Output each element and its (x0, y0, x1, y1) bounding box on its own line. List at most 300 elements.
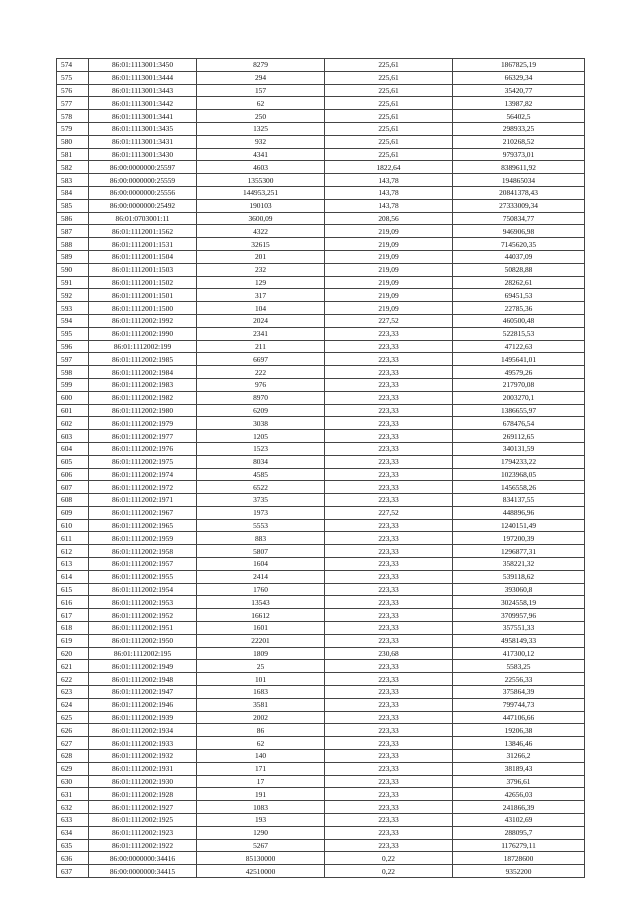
cadastral-number-cell: 86:01:1112002:1933 (89, 737, 197, 750)
value-cell: 298933,25 (453, 122, 585, 135)
value-cell: 834137,55 (453, 494, 585, 507)
rate-cell: 223,33 (325, 494, 453, 507)
row-number-cell: 575 (57, 71, 89, 84)
table-row (57, 698, 585, 711)
value-cell: 417300,12 (453, 647, 585, 660)
row-number-cell: 621 (57, 660, 89, 673)
area-cell: 1290 (197, 826, 325, 839)
cadastral-number-cell: 86:01:1112002:1958 (89, 545, 197, 558)
value-cell: 4958149,33 (453, 634, 585, 647)
value-cell: 49579,26 (453, 366, 585, 379)
value-cell: 1296877,31 (453, 545, 585, 558)
row-number-cell: 578 (57, 110, 89, 123)
table-row (57, 686, 585, 699)
area-cell: 13543 (197, 596, 325, 609)
cadastral-number-cell: 86:01:1112001:1531 (89, 238, 197, 251)
rate-cell: 223,33 (325, 750, 453, 763)
table-row (57, 263, 585, 276)
table-row (57, 122, 585, 135)
area-cell: 62 (197, 97, 325, 110)
row-number-cell: 631 (57, 788, 89, 801)
area-cell: 1760 (197, 583, 325, 596)
row-number-cell: 622 (57, 673, 89, 686)
cadastral-number-cell: 86:00:0000000:25559 (89, 174, 197, 187)
cadastral-number-cell: 86:01:1113001:3431 (89, 135, 197, 148)
area-cell: 22201 (197, 634, 325, 647)
rate-cell: 223,33 (325, 673, 453, 686)
rate-cell: 223,33 (325, 711, 453, 724)
cadastral-number-cell: 86:01:1112002:1931 (89, 762, 197, 775)
rate-cell: 223,33 (325, 391, 453, 404)
rate-cell: 223,33 (325, 455, 453, 468)
value-cell: 358221,32 (453, 558, 585, 571)
cadastral-number-cell: 86:01:1112002:1939 (89, 711, 197, 724)
rate-cell: 219,09 (325, 302, 453, 315)
value-cell: 522815,53 (453, 327, 585, 340)
area-cell: 1601 (197, 622, 325, 635)
row-number-cell: 589 (57, 250, 89, 263)
rate-cell: 223,33 (325, 545, 453, 558)
area-cell: 3038 (197, 417, 325, 430)
value-cell: 750834,77 (453, 212, 585, 225)
cadastral-number-cell: 86:00:0000000:25556 (89, 186, 197, 199)
row-number-cell: 630 (57, 775, 89, 788)
table-row (57, 110, 585, 123)
value-cell: 50828,88 (453, 263, 585, 276)
area-cell: 171 (197, 762, 325, 775)
area-cell: 232 (197, 263, 325, 276)
value-cell: 1176279,11 (453, 839, 585, 852)
row-number-cell: 616 (57, 596, 89, 609)
table-row (57, 801, 585, 814)
value-cell: 2003270,1 (453, 391, 585, 404)
cadastral-number-cell: 86:01:1112002:1950 (89, 634, 197, 647)
rate-cell: 223,33 (325, 686, 453, 699)
value-cell: 539118,62 (453, 570, 585, 583)
cadastral-number-cell: 86:01:1113001:3443 (89, 84, 197, 97)
table-row (57, 417, 585, 430)
cadastral-number-cell: 86:01:1113001:3441 (89, 110, 197, 123)
value-cell: 56402,5 (453, 110, 585, 123)
table-row (57, 302, 585, 315)
value-cell: 197200,39 (453, 532, 585, 545)
area-cell: 193 (197, 814, 325, 827)
cadastral-number-cell: 86:01:1112002:1925 (89, 814, 197, 827)
row-number-cell: 585 (57, 199, 89, 212)
row-number-cell: 591 (57, 276, 89, 289)
value-cell: 31266,2 (453, 750, 585, 763)
row-number-cell: 629 (57, 762, 89, 775)
cadastral-number-cell: 86:01:1113001:3450 (89, 59, 197, 72)
table-row (57, 519, 585, 532)
rate-cell: 0,22 (325, 865, 453, 878)
row-number-cell: 597 (57, 353, 89, 366)
cadastral-number-cell: 86:01:1112002:195 (89, 647, 197, 660)
row-number-cell: 577 (57, 97, 89, 110)
area-cell: 85130000 (197, 852, 325, 865)
table-row (57, 378, 585, 391)
area-cell: 62 (197, 737, 325, 750)
row-number-cell: 606 (57, 468, 89, 481)
table-row (57, 634, 585, 647)
row-number-cell: 580 (57, 135, 89, 148)
rate-cell: 223,33 (325, 724, 453, 737)
value-cell: 1456558,26 (453, 481, 585, 494)
row-number-cell: 582 (57, 161, 89, 174)
row-number-cell: 625 (57, 711, 89, 724)
row-number-cell: 576 (57, 84, 89, 97)
table-row (57, 583, 585, 596)
cadastral-number-cell: 86:00:0000000:25492 (89, 199, 197, 212)
table-row (57, 366, 585, 379)
area-cell: 1325 (197, 122, 325, 135)
area-cell: 2341 (197, 327, 325, 340)
cadastral-number-cell: 86:01:1112002:1992 (89, 314, 197, 327)
value-cell: 460500,48 (453, 314, 585, 327)
row-number-cell: 590 (57, 263, 89, 276)
table-row (57, 545, 585, 558)
rate-cell: 219,09 (325, 250, 453, 263)
row-number-cell: 628 (57, 750, 89, 763)
area-cell: 3735 (197, 494, 325, 507)
cadastral-number-cell: 86:01:1112002:1959 (89, 532, 197, 545)
table-row (57, 314, 585, 327)
value-cell: 448896,96 (453, 506, 585, 519)
row-number-cell: 620 (57, 647, 89, 660)
table-row (57, 711, 585, 724)
rate-cell: 223,33 (325, 430, 453, 443)
row-number-cell: 586 (57, 212, 89, 225)
value-cell: 288095,7 (453, 826, 585, 839)
value-cell: 7145620,35 (453, 238, 585, 251)
area-cell: 250 (197, 110, 325, 123)
row-number-cell: 587 (57, 225, 89, 238)
cadastral-number-cell: 86:01:1112001:1503 (89, 263, 197, 276)
value-cell: 799744,73 (453, 698, 585, 711)
value-cell: 946906,98 (453, 225, 585, 238)
cadastral-number-cell: 86:01:1112002:1946 (89, 698, 197, 711)
value-cell: 1240151,49 (453, 519, 585, 532)
row-number-cell: 599 (57, 378, 89, 391)
document-page (56, 58, 585, 878)
value-cell: 13846,46 (453, 737, 585, 750)
table-row (57, 174, 585, 187)
table-row (57, 289, 585, 302)
area-cell: 86 (197, 724, 325, 737)
rate-cell: 143,78 (325, 174, 453, 187)
value-cell: 1023968,05 (453, 468, 585, 481)
area-cell: 5553 (197, 519, 325, 532)
table-row (57, 148, 585, 161)
cadastral-number-cell: 86:01:1112002:1983 (89, 378, 197, 391)
table-row (57, 353, 585, 366)
rate-cell: 223,33 (325, 532, 453, 545)
area-cell: 4322 (197, 225, 325, 238)
cadastral-number-cell: 86:01:1113001:3442 (89, 97, 197, 110)
value-cell: 393060,8 (453, 583, 585, 596)
row-number-cell: 579 (57, 122, 89, 135)
rate-cell: 223,33 (325, 442, 453, 455)
rate-cell: 223,33 (325, 634, 453, 647)
area-cell: 317 (197, 289, 325, 302)
value-cell: 44037,09 (453, 250, 585, 263)
area-cell: 1355300 (197, 174, 325, 187)
area-cell: 190103 (197, 199, 325, 212)
rate-cell: 208,56 (325, 212, 453, 225)
rate-cell: 223,33 (325, 826, 453, 839)
cadastral-number-cell: 86:01:1112001:1501 (89, 289, 197, 302)
cadastral-number-cell: 86:01:1112002:1922 (89, 839, 197, 852)
rate-cell: 223,33 (325, 622, 453, 635)
value-cell: 1867825,19 (453, 59, 585, 72)
value-cell: 35420,77 (453, 84, 585, 97)
rate-cell: 225,61 (325, 84, 453, 97)
value-cell: 20841378,43 (453, 186, 585, 199)
cadastral-number-cell: 86:01:1112002:1932 (89, 750, 197, 763)
value-cell: 18728600 (453, 852, 585, 865)
rate-cell: 225,61 (325, 97, 453, 110)
table-row (57, 506, 585, 519)
row-number-cell: 615 (57, 583, 89, 596)
table-row (57, 391, 585, 404)
rate-cell: 223,33 (325, 327, 453, 340)
value-cell: 38189,43 (453, 762, 585, 775)
table-row (57, 494, 585, 507)
cadastral-number-cell: 86:01:1112002:1948 (89, 673, 197, 686)
rate-cell: 225,61 (325, 148, 453, 161)
table-row (57, 430, 585, 443)
cadastral-number-cell: 86:01:1112002:1971 (89, 494, 197, 507)
cadastral-number-cell: 86:01:1112002:1955 (89, 570, 197, 583)
area-cell: 3600,09 (197, 212, 325, 225)
rate-cell: 223,33 (325, 378, 453, 391)
cadastral-number-cell: 86:01:1112002:1954 (89, 583, 197, 596)
area-cell: 1683 (197, 686, 325, 699)
row-number-cell: 614 (57, 570, 89, 583)
rate-cell: 223,33 (325, 609, 453, 622)
table-row (57, 59, 585, 72)
table-row (57, 276, 585, 289)
value-cell: 357551,33 (453, 622, 585, 635)
cadastral-number-cell: 86:01:1112002:1982 (89, 391, 197, 404)
table-row (57, 609, 585, 622)
area-cell: 157 (197, 84, 325, 97)
value-cell: 19206,38 (453, 724, 585, 737)
value-cell: 3024558,19 (453, 596, 585, 609)
cadastral-number-cell: 86:01:1112002:1976 (89, 442, 197, 455)
value-cell: 1794233,22 (453, 455, 585, 468)
cadastral-number-cell: 86:01:1112002:1947 (89, 686, 197, 699)
rate-cell: 227,52 (325, 314, 453, 327)
rate-cell: 225,61 (325, 135, 453, 148)
table-row (57, 826, 585, 839)
rate-cell: 219,09 (325, 289, 453, 302)
value-cell: 269112,65 (453, 430, 585, 443)
table-row (57, 455, 585, 468)
cadastral-number-cell: 86:01:1112002:1977 (89, 430, 197, 443)
value-cell: 194865034 (453, 174, 585, 187)
row-number-cell: 627 (57, 737, 89, 750)
table-row (57, 340, 585, 353)
value-cell: 241866,39 (453, 801, 585, 814)
area-cell: 104 (197, 302, 325, 315)
row-number-cell: 610 (57, 519, 89, 532)
rate-cell: 223,33 (325, 762, 453, 775)
value-cell: 340131,59 (453, 442, 585, 455)
row-number-cell: 634 (57, 826, 89, 839)
table-row (57, 327, 585, 340)
cadastral-number-cell: 86:01:1112002:1923 (89, 826, 197, 839)
area-cell: 883 (197, 532, 325, 545)
rate-cell: 219,09 (325, 225, 453, 238)
cadastral-number-cell: 86:01:1112001:1504 (89, 250, 197, 263)
rate-cell: 225,61 (325, 122, 453, 135)
area-cell: 1205 (197, 430, 325, 443)
area-cell: 2002 (197, 711, 325, 724)
rate-cell: 223,33 (325, 558, 453, 571)
area-cell: 129 (197, 276, 325, 289)
cadastral-number-cell: 86:01:1112002:1951 (89, 622, 197, 635)
row-number-cell: 583 (57, 174, 89, 187)
area-cell: 140 (197, 750, 325, 763)
rate-cell: 223,33 (325, 801, 453, 814)
area-cell: 32615 (197, 238, 325, 251)
table-row (57, 250, 585, 263)
value-cell: 66329,34 (453, 71, 585, 84)
area-cell: 17 (197, 775, 325, 788)
cadastral-number-cell: 86:01:1112002:1990 (89, 327, 197, 340)
table-row (57, 737, 585, 750)
row-number-cell: 609 (57, 506, 89, 519)
table-row (57, 97, 585, 110)
area-cell: 6522 (197, 481, 325, 494)
table-row (57, 750, 585, 763)
rate-cell: 223,33 (325, 583, 453, 596)
row-number-cell: 626 (57, 724, 89, 737)
cadastral-number-cell: 86:01:0703001:11 (89, 212, 197, 225)
row-number-cell: 602 (57, 417, 89, 430)
area-cell: 4603 (197, 161, 325, 174)
cadastral-number-cell: 86:01:1112001:1500 (89, 302, 197, 315)
value-cell: 217970,08 (453, 378, 585, 391)
rate-cell: 219,09 (325, 238, 453, 251)
rate-cell: 223,33 (325, 468, 453, 481)
cadastral-number-cell: 86:01:1113001:3444 (89, 71, 197, 84)
table-row (57, 161, 585, 174)
area-cell: 8034 (197, 455, 325, 468)
area-cell: 25 (197, 660, 325, 673)
rate-cell: 223,33 (325, 353, 453, 366)
table-row (57, 852, 585, 865)
table-row (57, 839, 585, 852)
value-cell: 27333009,34 (453, 199, 585, 212)
cadastral-number-cell: 86:01:1112001:1562 (89, 225, 197, 238)
row-number-cell: 598 (57, 366, 89, 379)
row-number-cell: 637 (57, 865, 89, 878)
row-number-cell: 632 (57, 801, 89, 814)
area-cell: 976 (197, 378, 325, 391)
cadastral-number-cell: 86:01:1112002:1979 (89, 417, 197, 430)
table-row (57, 71, 585, 84)
area-cell: 6209 (197, 404, 325, 417)
value-cell: 979373,01 (453, 148, 585, 161)
rate-cell: 223,33 (325, 775, 453, 788)
area-cell: 2024 (197, 314, 325, 327)
table-row (57, 762, 585, 775)
cadastral-number-cell: 86:01:1112002:1953 (89, 596, 197, 609)
row-number-cell: 623 (57, 686, 89, 699)
cadastral-number-cell: 86:01:1112002:1934 (89, 724, 197, 737)
area-cell: 5807 (197, 545, 325, 558)
row-number-cell: 604 (57, 442, 89, 455)
rate-cell: 225,61 (325, 59, 453, 72)
value-cell: 13987,82 (453, 97, 585, 110)
value-cell: 5583,25 (453, 660, 585, 673)
table-row (57, 673, 585, 686)
area-cell: 191 (197, 788, 325, 801)
rate-cell: 223,33 (325, 366, 453, 379)
table-row (57, 481, 585, 494)
cadastral-number-cell: 86:00:0000000:34415 (89, 865, 197, 878)
rate-cell: 143,78 (325, 186, 453, 199)
table-row (57, 660, 585, 673)
row-number-cell: 592 (57, 289, 89, 302)
area-cell: 1083 (197, 801, 325, 814)
row-number-cell: 603 (57, 430, 89, 443)
rate-cell: 223,33 (325, 596, 453, 609)
row-number-cell: 617 (57, 609, 89, 622)
row-number-cell: 595 (57, 327, 89, 340)
value-cell: 69451,53 (453, 289, 585, 302)
row-number-cell: 601 (57, 404, 89, 417)
value-cell: 47122,63 (453, 340, 585, 353)
area-cell: 294 (197, 71, 325, 84)
rate-cell: 223,33 (325, 814, 453, 827)
rate-cell: 223,33 (325, 404, 453, 417)
rate-cell: 225,61 (325, 110, 453, 123)
table-row (57, 186, 585, 199)
value-cell: 9352200 (453, 865, 585, 878)
rate-cell: 223,33 (325, 570, 453, 583)
area-cell: 1523 (197, 442, 325, 455)
table-row (57, 724, 585, 737)
value-cell: 43102,69 (453, 814, 585, 827)
row-number-cell: 624 (57, 698, 89, 711)
cadastral-number-cell: 86:01:1112002:1967 (89, 506, 197, 519)
value-cell: 3709957,96 (453, 609, 585, 622)
row-number-cell: 635 (57, 839, 89, 852)
cadastral-number-cell: 86:01:1112002:1972 (89, 481, 197, 494)
value-cell: 375864,39 (453, 686, 585, 699)
rate-cell: 230,68 (325, 647, 453, 660)
rate-cell: 1822,64 (325, 161, 453, 174)
cadastral-number-cell: 86:01:1112002:1957 (89, 558, 197, 571)
table-row (57, 647, 585, 660)
table-row (57, 814, 585, 827)
row-number-cell: 636 (57, 852, 89, 865)
value-cell: 210268,52 (453, 135, 585, 148)
cadastral-number-cell: 86:01:1112002:1965 (89, 519, 197, 532)
cadastral-number-cell: 86:01:1112002:1974 (89, 468, 197, 481)
cadastral-number-cell: 86:01:1113001:3435 (89, 122, 197, 135)
row-number-cell: 600 (57, 391, 89, 404)
value-cell: 1495641,01 (453, 353, 585, 366)
cadastral-number-cell: 86:01:1112001:1502 (89, 276, 197, 289)
area-cell: 2414 (197, 570, 325, 583)
area-cell: 4585 (197, 468, 325, 481)
cadastral-number-cell: 86:01:1112002:1952 (89, 609, 197, 622)
table-row (57, 442, 585, 455)
